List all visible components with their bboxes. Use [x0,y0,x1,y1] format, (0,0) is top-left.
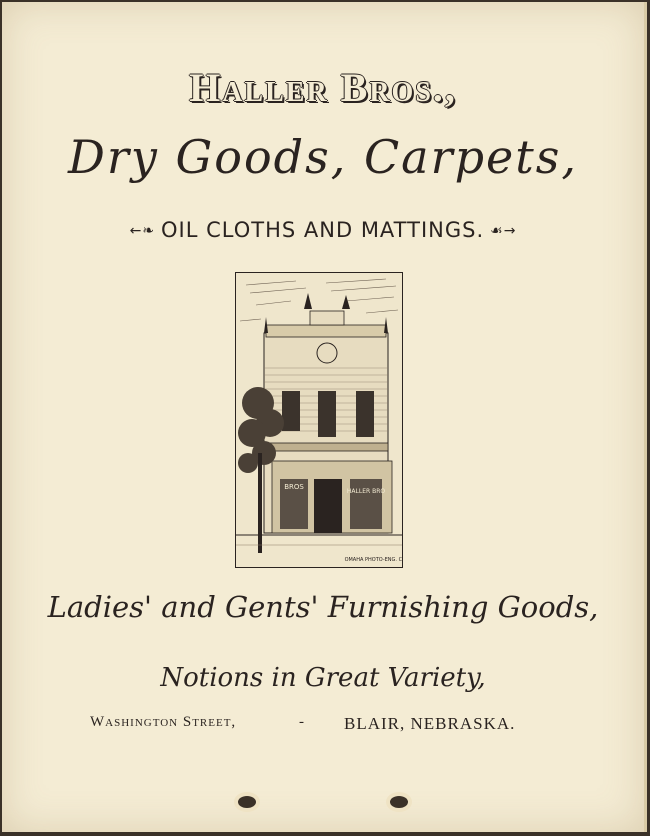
catalog-page [2,2,647,832]
address-separator: - [299,714,304,730]
engraver-credit: OMAHA PHOTO-ENG. CO. [344,557,402,563]
notions-line: Notions in Great Variety, [160,663,486,693]
right-ornament-icon: ☙→ [490,223,517,239]
city-name: BLAIR, NEBRASKA. [344,714,516,733]
storefront-illustration [236,273,402,567]
oil-cloths-line [2,218,644,242]
sign-left: BROS [284,483,304,491]
dry-goods-heading: Dry Goods, Carpets, [68,130,578,184]
oil-cloths-text: OIL CLOTHS AND MATTINGS. [161,218,485,242]
sign-right: HALLER BRO [346,488,386,495]
store-engraving [235,272,403,568]
street-name: Washington Street, [90,714,237,730]
left-ornament-icon: ←❧ [129,223,156,239]
furnishing-goods-line: Ladies' and Gents' Furnishing Goods, [47,590,599,624]
address-line [2,714,644,738]
binding-hole-right [390,796,408,808]
firm-name: Haller Bros., [189,65,457,110]
binding-hole-left [238,796,256,808]
